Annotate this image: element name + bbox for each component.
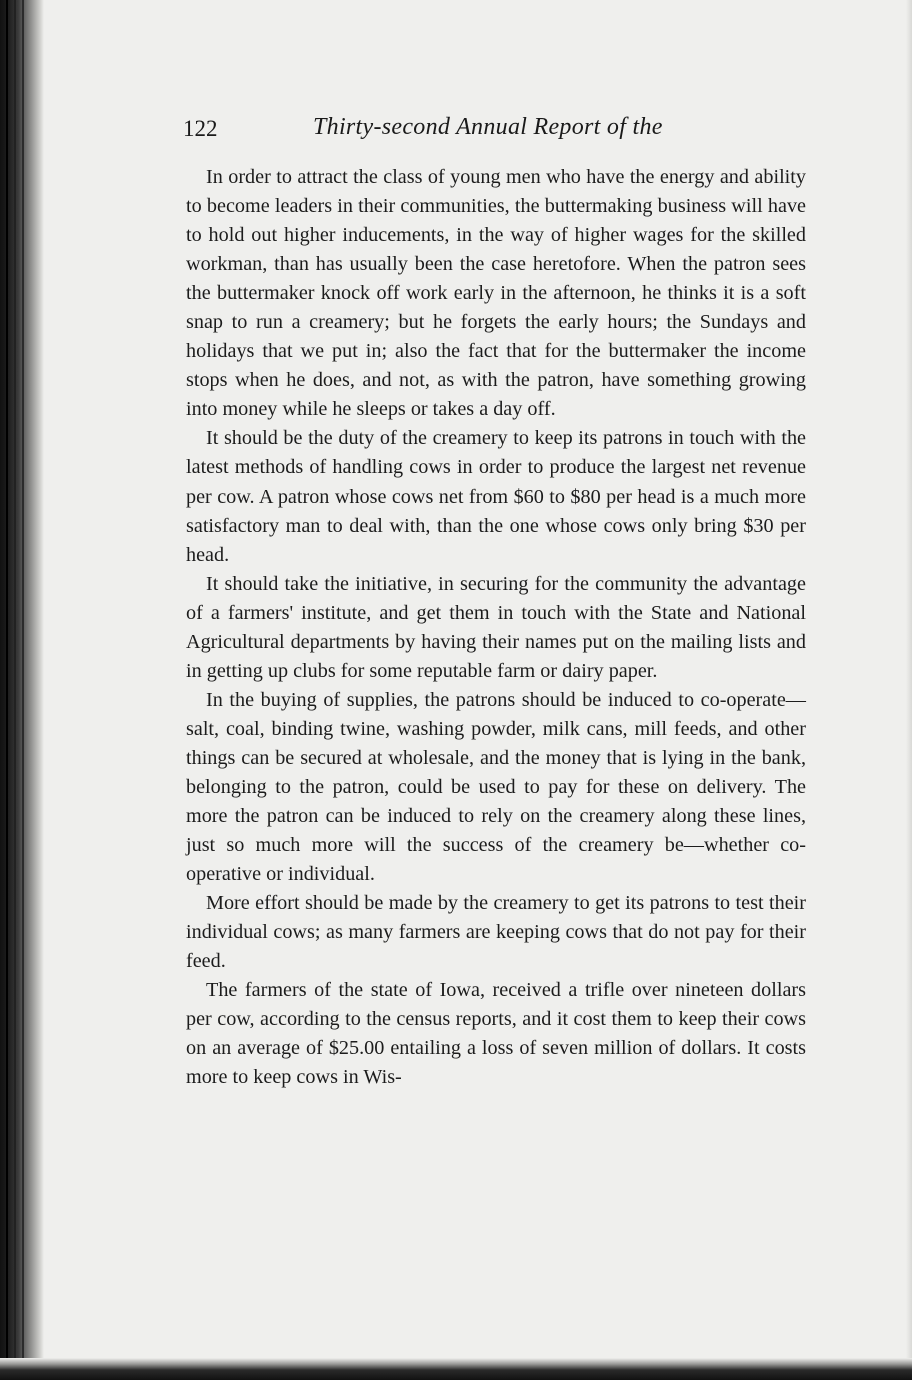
paragraph: It should be the duty of the creamery to keep its patrons in touch with the latest methods of handling cows in order to produce the largest net revenue per cow. A patron whose cows net from $60 to $80 per head is a much more satisfactory man to deal with, than the one whose cows only bring $30 per head. <box>186 427 806 566</box>
page-bottom-edge <box>0 1358 912 1380</box>
paragraph: The farmers of the state of Iowa, received a trifle over nineteen dollars per cow, according to the census reports, and it cost them to keep their cows on an average of $25.00 entailing a loss of seven million of dollars. It costs more to keep cows in Wis- <box>186 979 806 1089</box>
running-title: Thirty-second Annual Report of the <box>313 114 663 140</box>
paragraph: It should take the initiative, in securing for the community the advantage of a farmers' institute, and get them in touch with the State and National Agricultural departments by having their names put on the mailing lists and in getting up clubs for some reputable farm or dairy paper. <box>186 572 806 682</box>
paragraph: In order to attract the class of young men who have the energy and ability to become leaders in their communities, the buttermaking business will have to hold out higher inducements, in the way of higher wages for the skilled workman, than has usually been the case heretofore. When the patron sees the buttermaker knock off work early in the afternoon, he thinks it is a soft snap to run a creamery; but he forgets the early hours; the Sundays and holidays that we put in; also the fact that for the buttermaker the income stops when he does, and not, as with the patron, have something growing into money while he sleeps or takes a day off. <box>186 166 806 421</box>
page-header <box>183 112 803 148</box>
page-number: 122 <box>183 116 218 141</box>
page-binding <box>0 0 44 1380</box>
body-text <box>186 163 806 1093</box>
page-right-edge <box>906 0 912 1380</box>
paragraph: In the buying of supplies, the patrons should be induced to co-operate—salt, coal, binding twine, washing powder, milk cans, mill feeds, and other things can be secured at wholesale, and the money that is lying in the bank, belonging to the patron, could be used to pay for these on delivery. The more the patron can be induced to rely on the creamery along these lines, just so much more will the success of the creamery be—whether co-operative or individual. <box>186 688 806 886</box>
paragraph: More effort should be made by the creamery to get its patrons to test their individual cows; as many farmers are keeping cows that do not pay for their feed. <box>186 892 806 973</box>
